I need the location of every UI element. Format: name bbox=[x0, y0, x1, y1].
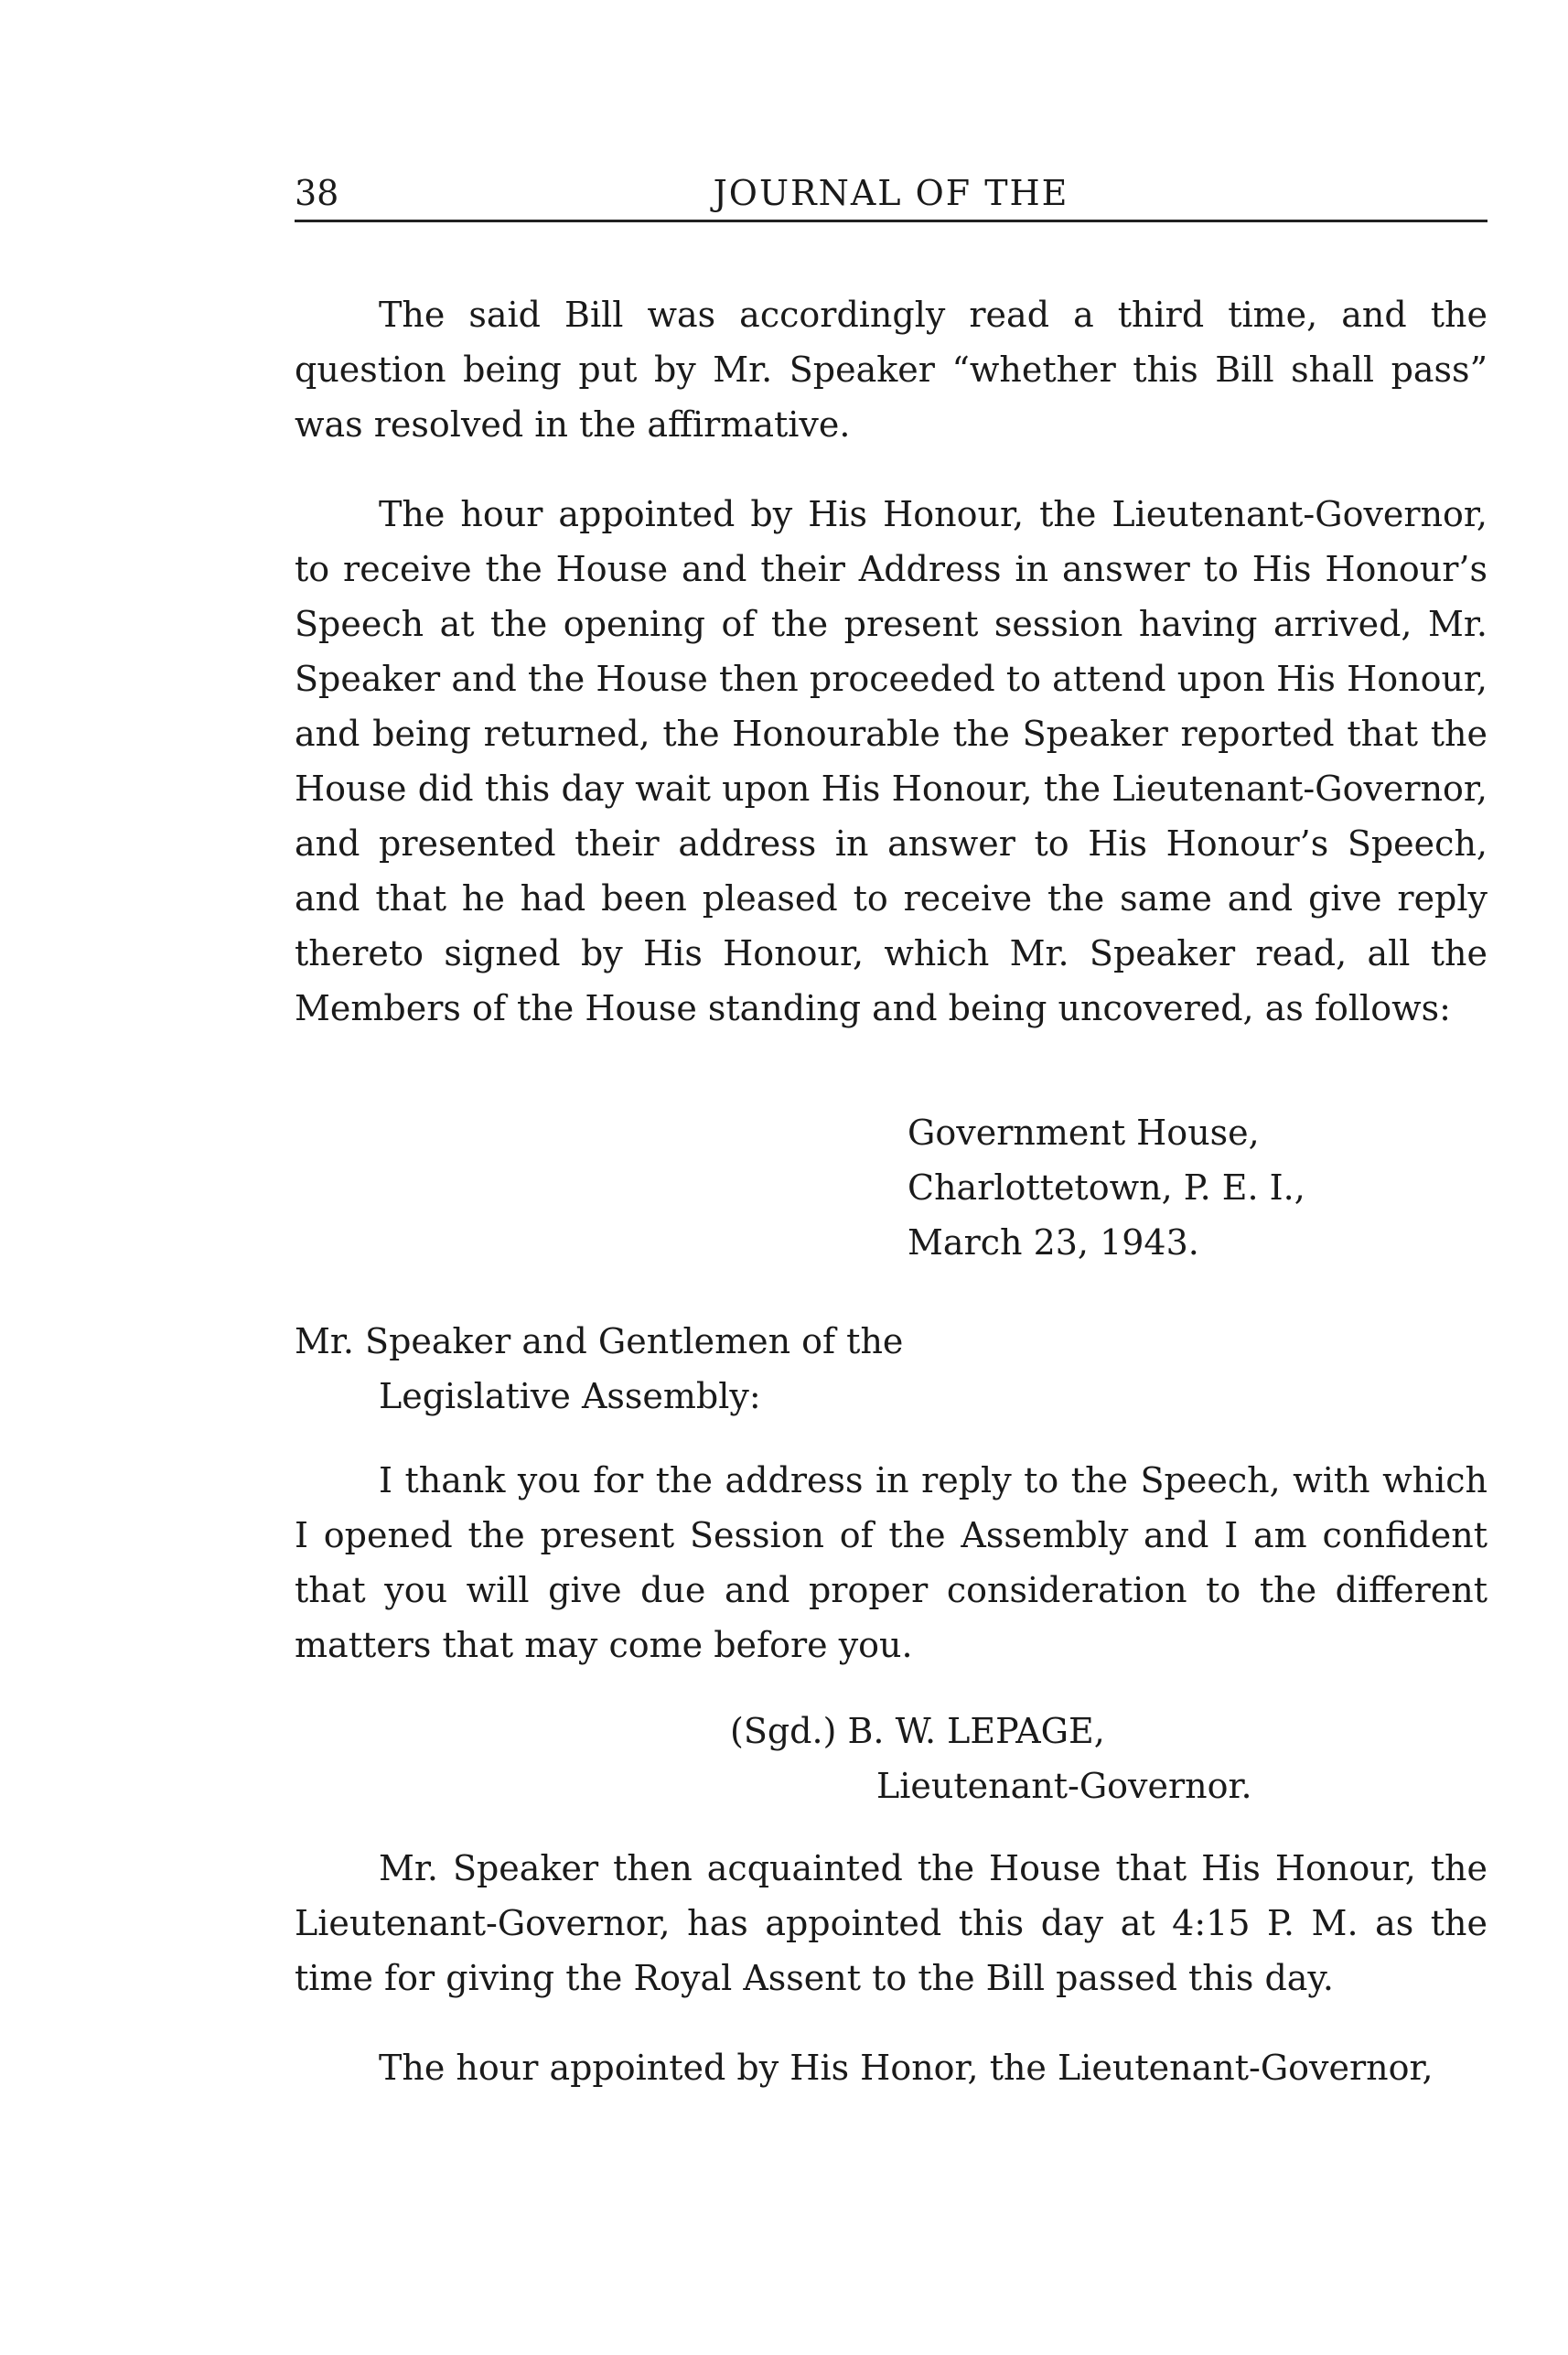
paragraph-royal-assent: Mr. Speaker then acquainted the House that His Honour, the Lieutenant-Governor, has appointed this day at 4:15 P. M. as the time for giving the Royal Assent to the Bill passed this day. bbox=[295, 1848, 1487, 1998]
page-header bbox=[295, 170, 1487, 216]
letter-salutation bbox=[295, 1314, 903, 1424]
paragraph-hour-appointed: The hour appointed by His Honor, the Lieutenant-Governor, bbox=[379, 2048, 1434, 2088]
place-line-1: Government House, bbox=[908, 1113, 1260, 1153]
paragraph-bill-passed: The said Bill was accordingly read a third time, and the question being put by Mr. Speaker “whether this Bill shall pass” was resolved in the affirmative. bbox=[295, 295, 1487, 445]
letter-signature bbox=[730, 1704, 1252, 1813]
signature-title: Lieutenant-Governor. bbox=[876, 1766, 1252, 1806]
salutation-line-1: Mr. Speaker and Gentlemen of the bbox=[295, 1321, 904, 1361]
place-line-2: Charlottetown, P. E. I., bbox=[908, 1167, 1305, 1208]
letter-date: March 23, 1943. bbox=[908, 1222, 1199, 1263]
running-head: JOURNAL OF THE bbox=[713, 173, 1069, 213]
header-rule bbox=[295, 220, 1487, 222]
letter-body: I thank you for the address in reply to the Speech, with which I opened the present Session of the Assembly and I am confident that you will give due and proper consideration to the different matters that may come before you. bbox=[295, 1460, 1487, 1665]
page-number: 38 bbox=[295, 173, 339, 213]
salutation-line-2: Legislative Assembly: bbox=[379, 1376, 761, 1416]
signature-line-1: (Sgd.) B. W. LEPAGE, bbox=[730, 1711, 1105, 1751]
letter-place-date bbox=[908, 1105, 1305, 1270]
paragraph-address-answer: The hour appointed by His Honour, the Lieutenant-Governor, to receive the House and their Address in answer to His Honour’s Speech at the opening of the present session having arrived, Mr. Speaker and the House then proceeded to attend upon His Honour, and being returned, the Honourable the Speaker reported that the House did this day wait upon His Honour, the Lieutenant-Governor, and presented their address in answer to His Honour’s Speech, and that he had been pleased to receive the same and give reply thereto signed by His Honour, which Mr. Speaker read, all the Members of the House standing and being uncovered, as follows: bbox=[295, 494, 1487, 1028]
